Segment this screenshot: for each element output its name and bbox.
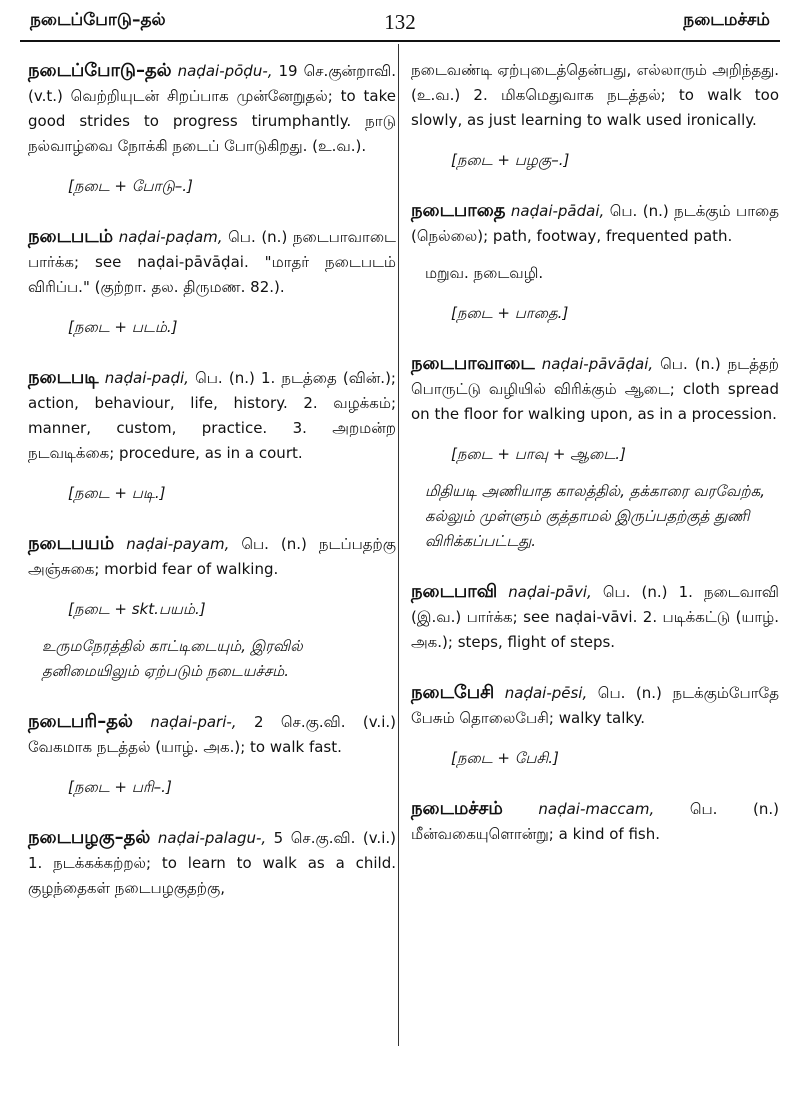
- entry-headword: நடைபழகு–தல்: [28, 827, 151, 848]
- entry-transliteration: naḍai-palagu-,: [157, 829, 267, 847]
- entry-definition: [411, 58, 779, 133]
- entry-headword: நடைபரி–தல்: [28, 711, 133, 732]
- dictionary-entry: [411, 680, 779, 771]
- entry-headword: நடைபாதை: [411, 200, 506, 221]
- entry-body: பெ. (n.) மீன்வகையுளொன்று; a kind of fish.: [411, 800, 779, 843]
- entry-definition: [28, 365, 396, 466]
- entry-body: பெ. (n.) நடக்கும்போதே பேசும் தொலைபேசி; walky talky.: [411, 684, 779, 727]
- entry-body: பெ. (n.) நடத்தற் பொருட்டு வழியில் விரிக்கும் ஆடை; cloth spread on the floor for walking upon, as in a procession.: [411, 355, 779, 423]
- entry-body: பெ. (n.) 1. நடைவாவி (இ.வ.) பார்க்க; see naḍai-vāvi. 2. படிக்கட்டு (யாழ். அக.); steps, flight of steps.: [411, 583, 779, 651]
- dictionary-entry: [28, 825, 396, 901]
- entry-transliteration: naḍai-maccam,: [538, 800, 655, 818]
- page-header: [30, 10, 770, 36]
- header-left-guide-word: நடைப்போடு–தல்: [30, 10, 166, 30]
- entry-etymology: [நடை + பழகு–.]: [451, 151, 570, 169]
- entry-headword: நடைபாவாடை: [411, 353, 535, 374]
- page-number: 132: [384, 10, 416, 34]
- entry-transliteration: naḍai-pōḍu-,: [177, 62, 273, 80]
- dictionary-entry: [411, 579, 779, 655]
- entry-transliteration: naḍai-paḍi,: [104, 369, 189, 387]
- entry-etymology: [நடை + பேசி.]: [451, 749, 559, 767]
- entry-definition: [28, 531, 396, 582]
- dictionary-entry: [411, 351, 779, 554]
- entry-headword: நடைபடம்: [28, 226, 114, 247]
- entry-headword: நடைபயம்: [28, 533, 115, 554]
- entry-body: பெ. (n.) 1. நடத்தை (வின்.); action, behaviour, life, history. 2. வழக்கம்; manner, custom, practice. 3. அறமன்ற நடவடிக்கை; procedure, as in a court.: [28, 369, 396, 462]
- dictionary-entry: [28, 224, 396, 340]
- entry-body: பெ. (n.) நடைபாவாடை பார்க்க; see naḍai-pāvāḍai. "மாதர் நடைபடம் விரிப்ப." (குற்றா. தல. திருமண. 82.).: [28, 228, 396, 296]
- left-column: [28, 58, 396, 926]
- dictionary-entry: [28, 709, 396, 800]
- dictionary-entry: [411, 198, 779, 326]
- entry-definition: [411, 198, 779, 249]
- entry-etymology: [நடை + படம்.]: [68, 318, 178, 336]
- entry-definition: [411, 351, 779, 427]
- entry-body: 2 செ.கு.வி. (v.i.) வேகமாக நடத்தல் (யாழ். அக.); to walk fast.: [28, 713, 396, 756]
- header-right-guide-word: நடைமச்சம்: [683, 10, 770, 30]
- entry-transliteration: naḍai-pāvāḍai,: [541, 355, 654, 373]
- entry-etymology: [நடை + skt.பயம்.]: [68, 600, 206, 618]
- dictionary-entry: [28, 58, 396, 199]
- entry-etymology: [நடை + பரி–.]: [68, 778, 172, 796]
- entry-body: பெ. (n.) நடப்பதற்கு அஞ்சுகை; morbid fear of walking.: [28, 535, 396, 578]
- entry-etymology: [நடை + படி.]: [68, 484, 166, 502]
- column-divider: [398, 44, 399, 1046]
- entry-synonym: மறுவ. நடைவழி.: [425, 264, 544, 282]
- entry-definition: [28, 58, 396, 159]
- entry-body: நடைவண்டி ஏற்புடைத்தென்பது, எல்லாரும் அறிந்தது. (உ.வ.) 2. மிகமெதுவாக நடத்தல்; to walk too slowly, as just learning to walk used ironically.: [411, 61, 779, 129]
- entry-headword: நடைபேசி: [411, 682, 495, 703]
- entry-definition: [411, 579, 779, 655]
- entry-body: 5 செ.கு.வி. (v.i.) 1. நடக்கக்கற்றல்; to learn to walk as a child. குழந்தைகள் நடைபழகுதற்கு,: [28, 829, 396, 897]
- entry-headword: நடைமச்சம்: [411, 798, 503, 819]
- entry-etymology: [நடை + போடு–.]: [68, 177, 193, 195]
- entry-definition: [28, 224, 396, 300]
- entry-etymology: [நடை + பாதை.]: [451, 304, 569, 322]
- entry-headword: நடைபடி: [28, 367, 99, 388]
- dictionary-entry: [28, 365, 396, 506]
- entry-transliteration: naḍai-pāvi,: [508, 583, 592, 601]
- entry-body: 19 செ.குன்றாவி. (v.t.) வெற்றியுடன் சிறப்பாக முன்னேறுதல்; to take good strides to progress tirumphantly. நாடு நல்வாழ்வை நோக்கி நடைப் போடுகிறது. (உ.வ.).: [28, 62, 396, 155]
- entry-definition: [28, 825, 396, 901]
- right-column: [411, 58, 779, 872]
- header-rule: [20, 40, 780, 42]
- entry-definition: [28, 709, 396, 760]
- dictionary-entry: [28, 531, 396, 684]
- entry-transliteration: naḍai-paḍam,: [118, 228, 223, 246]
- entry-definition: [411, 796, 779, 847]
- dictionary-entry: [411, 796, 779, 847]
- dictionary-entry: [411, 58, 779, 173]
- entry-body: பெ. (n.) நடக்கும் பாதை (நெல்லை); path, footway, frequented path.: [411, 202, 779, 245]
- entry-etymology: [நடை + பாவு + ஆடை.]: [451, 445, 626, 463]
- entry-definition: [411, 680, 779, 731]
- entry-note: மிதியடி அணியாத காலத்தில், தக்காரை வரவேற்க, கல்லும் முள்ளும் குத்தாமல் இருப்பதற்குத் துணி விரிக்கப்பட்டது.: [425, 482, 765, 550]
- entry-note: உருமநேரத்தில் காட்டிடையும், இரவில் தனிமையிலும் ஏற்படும் நடையச்சம்.: [42, 637, 303, 680]
- entry-transliteration: naḍai-pādai,: [510, 202, 605, 220]
- entry-transliteration: naḍai-pēsi,: [504, 684, 588, 702]
- entry-transliteration: naḍai-pari-,: [150, 713, 237, 731]
- entry-headword: நடைப்போடு–தல்: [28, 60, 172, 81]
- entry-transliteration: naḍai-payam,: [126, 535, 230, 553]
- entry-headword: நடைபாவி: [411, 581, 498, 602]
